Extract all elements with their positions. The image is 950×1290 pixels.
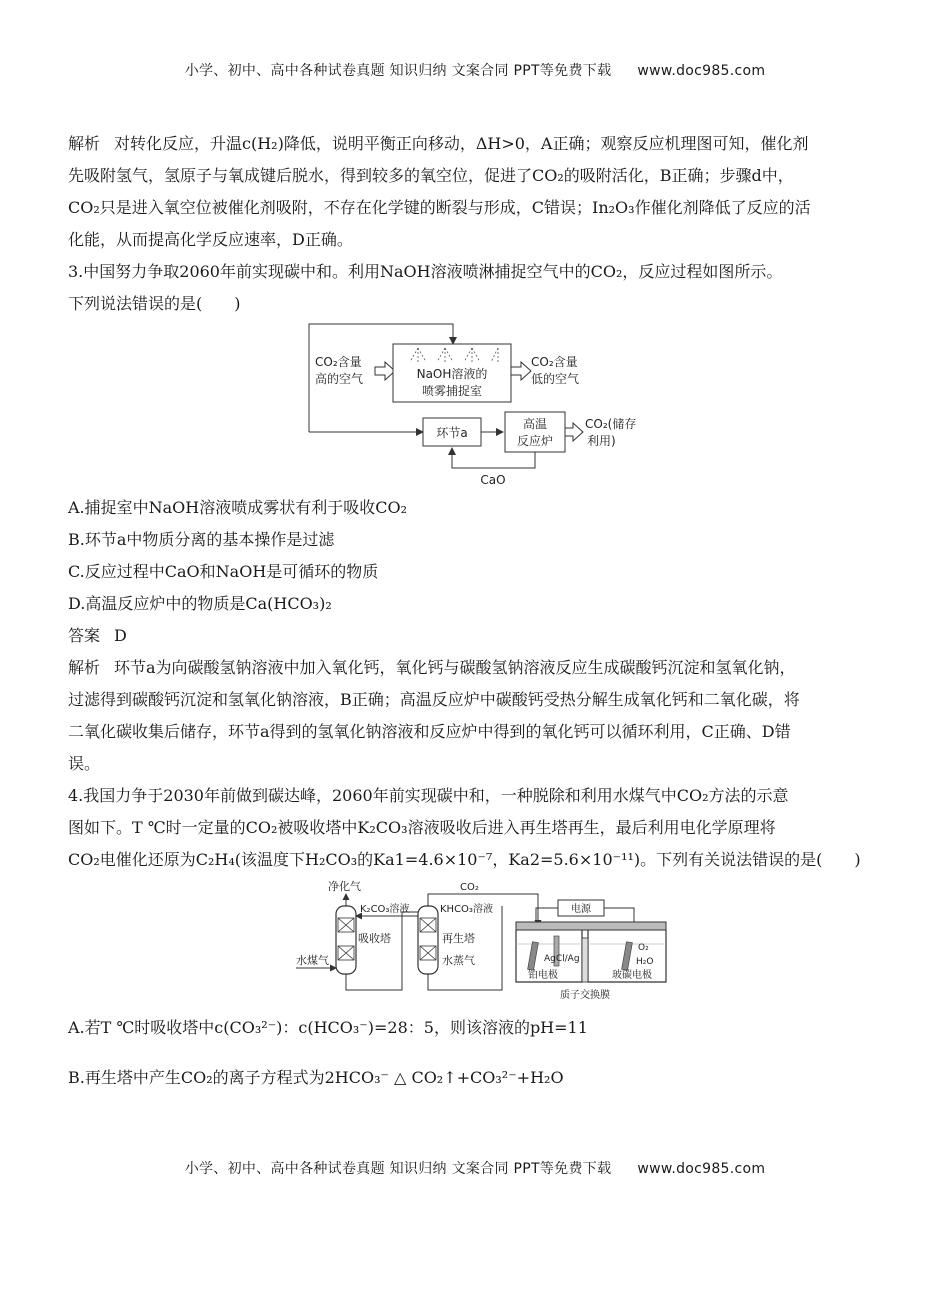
agcl-text: AgCl/Ag (544, 954, 580, 964)
purified-gas-text: 净化气 (328, 880, 361, 893)
proton-membrane (582, 938, 588, 982)
out-air-text-2: 低的空气 (531, 372, 580, 386)
power-text: 电源 (571, 904, 591, 915)
cell-lid (516, 922, 666, 930)
absorber-text: 吸收塔 (358, 932, 391, 945)
out-air-text-1: CO₂含量 (531, 355, 578, 369)
carbon-electrode (622, 942, 633, 971)
furnace-text-2: 反应炉 (516, 434, 554, 448)
out-arrow-icon (511, 362, 531, 380)
q4-stem-line-2: 图如下。T ℃时一定量的CO₂被吸收塔中K₂CO₃溶液吸收后进入再生塔再生，最后利用电化学原理将 (68, 818, 776, 837)
in-arrow-icon (375, 362, 395, 380)
q3-option-d: D.高温反应炉中的物质是Ca(HCO₃)₂ (68, 594, 332, 613)
q2-analysis-line-1: 解析 对转化反应，升温c(H₂)降低，说明平衡正向移动，ΔH>0，A正确；观察反应机理图可知，催化剂 (68, 134, 809, 153)
q3-option-b: B.环节a中物质分离的基本操作是过滤 (68, 530, 335, 549)
analysis-label: 解析 (68, 658, 101, 677)
regen-text-1: 再生塔 (442, 932, 475, 945)
answer-value: D (114, 626, 127, 645)
chamber-text-1: NaOH溶液的 (416, 367, 488, 381)
cao-text: CaO (480, 473, 506, 487)
pt-electrode-text: 铂电极 (528, 970, 558, 981)
header-text: 小学、初中、高中各种试卷真题 知识归纳 文案合同 PPT等免费下载 (184, 63, 612, 79)
q4-stem-line-3: CO₂电催化还原为C₂H₄(该温度下H₂CO₃的Ka1=4.6×10⁻⁷，Ka2=5.6×10⁻¹¹)。下列有关说法错误的是( ) (68, 850, 861, 869)
q3-answer (68, 620, 883, 652)
chamber-text-2: 喷雾捕捉室 (421, 384, 483, 398)
membrane-text: 质子交换膜 (560, 990, 610, 1001)
h2o-text: H₂O (636, 957, 654, 967)
page-header (0, 60, 950, 80)
q2-analysis-line-3: CO₂只是进入氧空位被催化剂吸附，不存在化学键的断裂与形成，C错误；In₂O₃作催化剂降低了反应的活 (68, 198, 811, 217)
o2-text: O₂ (638, 943, 649, 953)
in-air-text-2: 高的空气 (315, 372, 364, 386)
q3-option-c: C.反应过程中CaO和NaOH是可循环的物质 (68, 562, 379, 581)
store-arrow-icon (565, 423, 583, 441)
q3-option-a: A.捕捉室中NaOH溶液喷成雾状有利于吸收CO₂ (68, 498, 408, 517)
q2-analysis-line-4: 化能，从而提高化学反应速率，D正确。 (68, 230, 353, 249)
footer-text: 小学、初中、高中各种试卷真题 知识归纳 文案合同 PPT等免费下载 (184, 1161, 612, 1177)
pt-electrode (528, 942, 539, 971)
store-text-1: CO₂(储存 (585, 417, 637, 431)
step-a-text: 环节a (436, 426, 468, 440)
glassy-carbon-text: 玻碳电极 (612, 970, 652, 981)
q3-stem-line-2: 下列说法错误的是( ) (68, 294, 241, 313)
absorber-tower (336, 906, 356, 974)
water-gas-text: 水煤气 (296, 954, 329, 967)
q3-analysis-line-1: 解析 环节a为向碳酸氢钠溶液中加入氧化钙，氧化钙与碳酸氢钠溶液反应生成碳酸钙沉淀和氢氧化钠， (68, 658, 796, 677)
answer-label: 答案 (68, 626, 101, 645)
store-text-2: 利用) (587, 434, 616, 448)
page-footer (0, 1158, 950, 1178)
q3-analysis-line-4: 误。 (68, 754, 101, 773)
q3-analysis-line-2: 过滤得到碳酸钙沉淀和氢氧化钠溶液，B正确；高温反应炉中碳酸钙受热分解生成氧化钙和二氧化碳，将 (68, 690, 800, 709)
q3-stem-line-1: 3.中国努力争取2060年前实现碳中和。利用NaOH溶液喷淋捕捉空气中的CO₂，反应过程如图所示。 (68, 262, 783, 281)
in-air-text-1: CO₂含量 (315, 355, 362, 369)
furnace-text-1: 高温 (522, 417, 548, 431)
header-site-link[interactable]: www.doc985.com (637, 63, 766, 79)
q4-stem-line-1: 4.我国力争于2030年前做到碳达峰，2060年前实现碳中和，一种脱除和利用水煤气中CO₂方法的示意 (68, 786, 789, 805)
regenerator-tower (418, 906, 438, 974)
q3-process-diagram (305, 322, 645, 488)
co2-text: CO₂ (460, 882, 479, 893)
q4-apparatus-diagram (290, 878, 670, 1003)
analysis-label: 解析 (68, 134, 101, 153)
regen-bottom-line (428, 906, 502, 990)
regen-text-2: 水蒸气 (442, 954, 475, 967)
q4-option-a: A.若T ℃时吸收塔中c(CO₃²⁻)：c(HCO₃⁻)=28：5，则该溶液的pH=11 (68, 1018, 588, 1037)
q4-option-b: B.再生塔中产生CO₂的离子方程式为2HCO₃⁻ △ CO₂↑+CO₃²⁻+H₂O (68, 1068, 564, 1087)
absorber-to-regen-line (346, 912, 418, 990)
k2co3-text: K₂CO₃溶液 (360, 904, 410, 915)
q2-analysis-line-2: 先吸附氢气，氢原子与氧成键后脱水，得到较多的氧空位，促进了CO₂的吸附活化，B正确；步骤d中， (68, 166, 794, 185)
q3-analysis-line-3: 二氧化碳收集后储存，环节a得到的氢氧化钠溶液和反应炉中得到的氧化钙可以循环利用，C正确、D错 (68, 722, 791, 741)
khco3-text: KHCO₃溶液 (440, 904, 493, 915)
footer-site-link[interactable]: www.doc985.com (637, 1161, 766, 1177)
